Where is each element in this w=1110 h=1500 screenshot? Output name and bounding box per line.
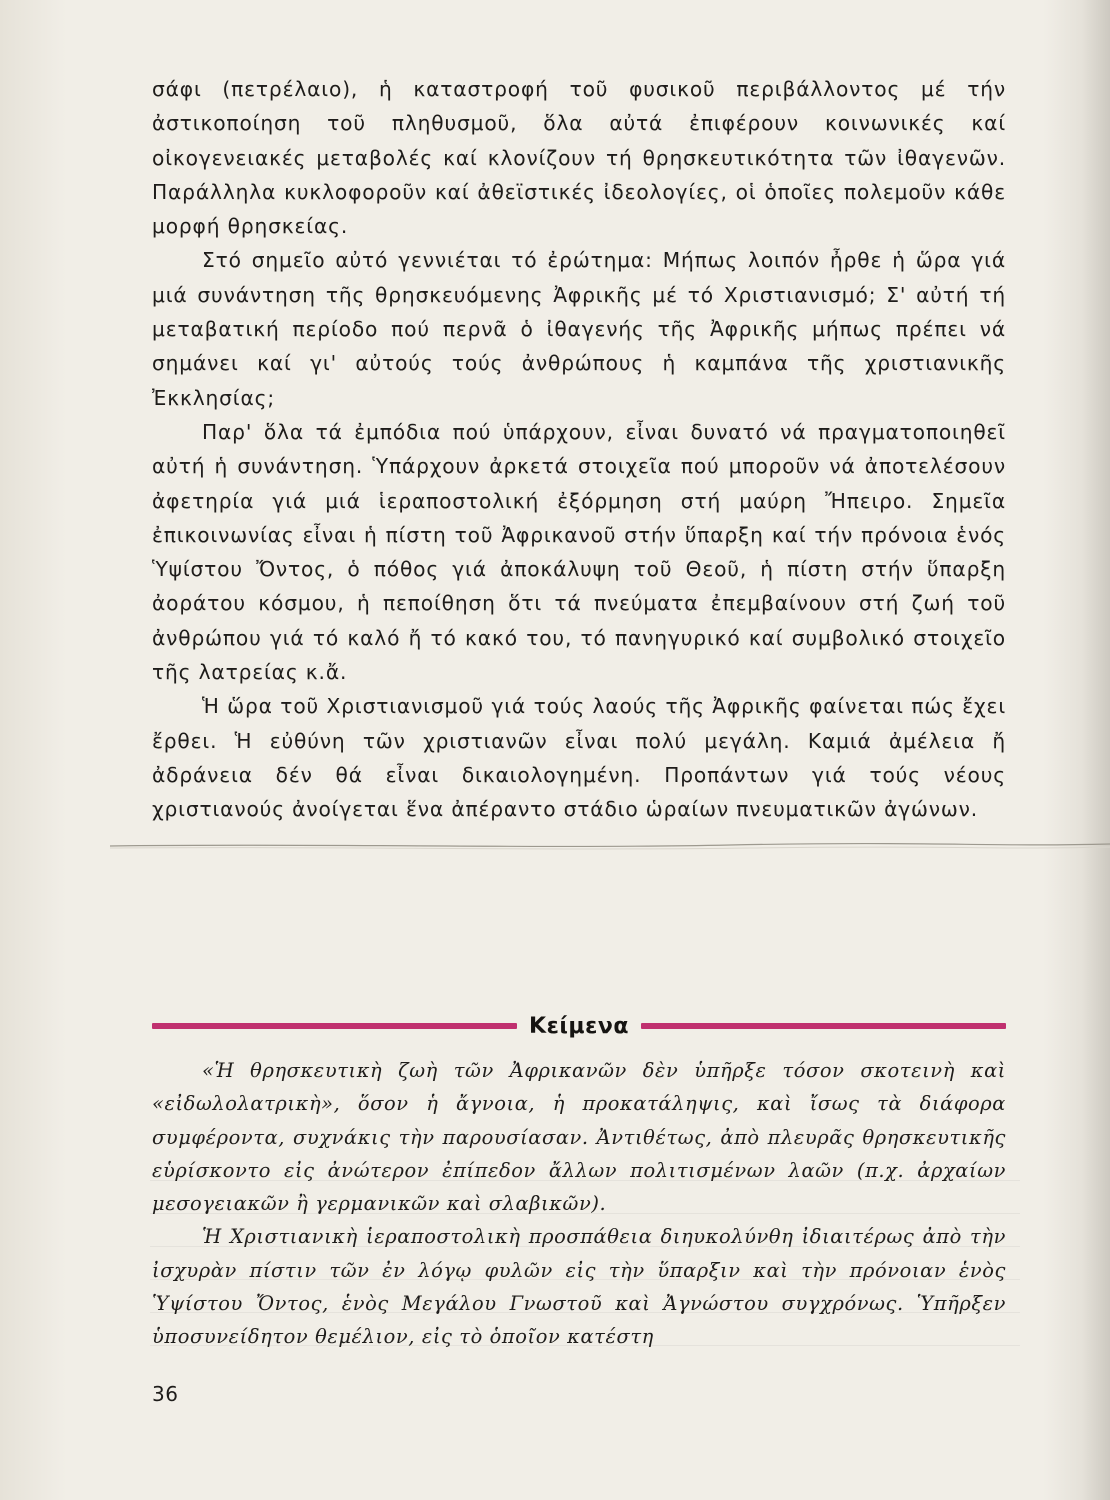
quote-paragraph: «Ἡ θρησκευτικὴ ζωὴ τῶν Ἀφρικανῶν δὲν ὑπῆρξε τόσον σκοτεινὴ καὶ «εἰδωλολατρικὴ», ὅσον ἡ ἄγνοια, ἡ προκατάληψις, καὶ ἴσως τὰ διάφορα συμφέροντα, συχνάκις τὴν παρουσίασαν. Ἀντιθέτως, ἀπὸ πλευρᾶς θρησκευτικῆς εὑρίσκοντο εἰς ἀνώτερον ἐπίπεδον ἄλλων πολιτισμένων λαῶν (π.χ. ἀρχαίων μεσογειακῶν ἢ γερμανικῶν καὶ σλαβικῶν).: [152, 1059, 1006, 1216]
paragraph-contact-points: Παρ' ὅλα τά ἐμπόδια πού ὑπάρχουν, εἶναι δυνατό νά πραγματοποιηθεῖ αὐτή ἡ συνάντηση. Ὑπάρχουν ἀρκετά στοιχεῖα πού μποροῦν νά ἀποτελέσουν ἀφετηρία γιά μιά ἱεραποστολική ἐξόρμηση στή μαύρη Ἤπειρο. Σημεῖα ἐπικοινωνίας εἶναι ἡ πίστη τοῦ Ἀφρικανοῦ στήν ὕπαρξη καί τήν πρόνοια ἑνός Ὑψίστου Ὄντος, ὁ πόθος γιά ἀποκάλυψη τοῦ Θεοῦ, ἡ πίστη στήν ὕπαρξη ἀοράτου κόσμου, ἡ πεποίθηση ὅτι τά πνεύματα ἐπεμβαίνουν στή ζωή τοῦ ἀνθρώπου γιά τό καλό ἤ τό κακό του, τό πανηγυρικό καί συμβολικό στοιχεῖο τῆς λατρείας κ.ἄ.: [152, 419, 1006, 685]
section-rule-right: [641, 1023, 1006, 1029]
page-number: 36: [152, 1382, 179, 1406]
section-header: [152, 1006, 1006, 1046]
quote-paragraph: Ἡ Χριστιανικὴ ἱεραποστολικὴ προσπάθεια διηυκολύνθη ἰδιαιτέρως ἀπὸ τὴν ἰσχυρὰν πίστιν τῶν ἐν λόγῳ φυλῶν εἰς τὴν ὕπαρξιν καὶ τὴν πρόνοιαν ἑνὸς Ὑψίστου Ὄντος, ἑνὸς Μεγάλου Γνωστοῦ καὶ Ἀγνώστου συγχρόνως. Ὑπῆρξεν ὑποσυνείδητον θεμέλιον, εἰς τὸ ὁποῖον κατέστη: [152, 1225, 1006, 1349]
paper-crease: [110, 838, 1110, 852]
quoted-texts: [152, 1054, 1006, 1354]
paragraph-continuation: σάφι (πετρέλαιο), ἡ καταστροφή τοῦ φυσικοῦ περιβάλλοντος μέ τήν ἀστικοποίηση τοῦ πληθυσμοῦ, ὅλα αὐτά ἐπιφέρουν κοινωνικές καί οἰκογενειακές μεταβολές καί κλονίζουν τή θρησκευτικότητα τῶν ἰθαγενῶν. Παράλληλα κυκλοφοροῦν καί ἀθεϊστικές ἰδεολογίες, οἱ ὁποῖες πολεμοῦν κάθε μορφή θρησκείας.: [152, 77, 1006, 239]
paragraph-conclusion: Ἡ ὥρα τοῦ Χριστιανισμοῦ γιά τούς λαούς τῆς Ἀφρικῆς φαίνεται πώς ἔχει ἔρθει. Ἡ εὐθύνη τῶν χριστιανῶν εἶναι πολύ μεγάλη. Καμιά ἀμέλεια ἤ ἀδράνεια δέν θά εἶναι δικαιολογημένη. Προπάντων γιά τούς νέους χριστιανούς ἀνοίγεται ἕνα ἀπέραντο στάδιο ὡραίων πνευματικῶν ἀγώνων.: [152, 694, 1006, 822]
section-rule-left: [152, 1023, 517, 1029]
main-text: [152, 72, 1006, 827]
binding-shadow: [1082, 0, 1110, 1500]
section-title: Κείμενα: [529, 1013, 629, 1039]
paragraph-question: Στό σημεῖο αὐτό γεννιέται τό ἐρώτημα: Μήπως λοιπόν ἦρθε ἡ ὥρα γιά μιά συνάντηση τῆς θρησκευόμενης Ἀφρικῆς μέ τό Χριστιανισμό; Σ' αὐτή τή μεταβατική περίοδο πού περνᾶ ὁ ἰθαγενής τῆς Ἀφρικῆς μήπως πρέπει νά σημάνει καί γι' αὐτούς τούς ἀνθρώπους ἡ καμπάνα τῆς χριστιανικῆς Ἐκκλησίας;: [152, 248, 1006, 410]
